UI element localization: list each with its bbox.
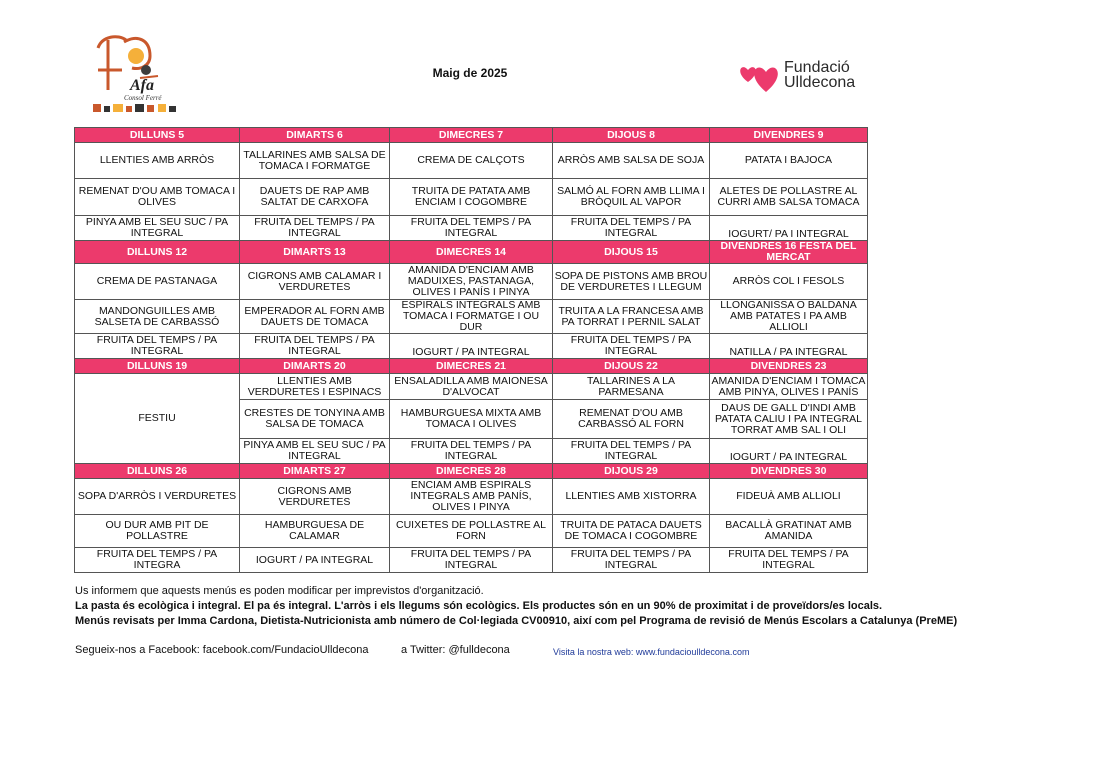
hearts-icon	[738, 60, 782, 94]
day-header: DILLUNS 12	[75, 241, 240, 264]
website-link[interactable]: Visita la nostra web: www.fundacioulldecona.com	[553, 647, 750, 657]
note-line: Us informem que aquests menús es poden modificar per imprevistos d'organització.	[75, 585, 484, 597]
week-1-dessert	[75, 216, 868, 241]
week-1-second-course	[75, 179, 868, 216]
festiu-cell: FESTIU	[75, 374, 240, 464]
menu-cell: SOPA DE PISTONS AMB BROU DE VERDURETES I LLEGUM	[553, 264, 710, 300]
menu-cell: FRUITA DEL TEMPS / PA INTEGRAL	[75, 334, 240, 359]
menu-cell: ARRÒS COL I FESOLS	[710, 264, 868, 300]
week-4-second-course	[75, 515, 868, 548]
menu-cell: CIGRONS AMB CALAMAR I VERDURETES	[240, 264, 390, 300]
menu-cell: HAMBURGUESA MIXTA AMB TOMACA I OLIVES	[390, 400, 553, 439]
menu-cell: LLENTIES AMB XISTORRA	[553, 479, 710, 515]
day-header: DIJOUS 8	[553, 128, 710, 143]
menu-cell: OU DUR AMB PIT DE POLLASTRE	[75, 515, 240, 548]
week-1-first-course	[75, 143, 868, 179]
menu-cell: CUIXETES DE POLLASTRE AL FORN	[390, 515, 553, 548]
menu-cell: CRESTES DE TONYINA AMB SALSA DE TOMACA	[240, 400, 390, 439]
menu-cell: SALMÓ AL FORN AMB LLIMA I BRÒQUIL AL VAPOR	[553, 179, 710, 216]
menu-cell: FRUITA DEL TEMPS / PA INTEGRAL	[553, 548, 710, 573]
day-header: DIJOUS 29	[553, 464, 710, 479]
menu-cell: FRUITA DEL TEMPS / PA INTEGRAL	[390, 439, 553, 464]
menu-cell: NATILLA / PA INTEGRAL	[710, 334, 868, 359]
menu-cell: DAUETS DE RAP AMB SALTAT DE CARXOFA	[240, 179, 390, 216]
menu-cell: FRUITA DEL TEMPS / PA INTEGRAL	[553, 334, 710, 359]
day-header: DIJOUS 15	[553, 241, 710, 264]
menu-cell: ALETES DE POLLASTRE AL CURRI AMB SALSA TOMACA	[710, 179, 868, 216]
menu-cell: FRUITA DEL TEMPS / PA INTEGRA	[75, 548, 240, 573]
week-3-header	[75, 359, 868, 374]
menu-cell: REMENAT D'OU AMB CARBASSÓ AL FORN	[553, 400, 710, 439]
day-header: DIVENDRES 16 FESTA DEL MERCAT	[710, 241, 868, 264]
notes-block	[75, 584, 957, 629]
day-header: DIMARTS 6	[240, 128, 390, 143]
day-header: DIVENDRES 9	[710, 128, 868, 143]
menu-cell: ARRÒS AMB SALSA DE SOJA	[553, 143, 710, 179]
menu-cell: BACALLÀ GRATINAT AMB AMANIDA	[710, 515, 868, 548]
menu-cell: EMPERADOR AL FORN AMB DAUETS DE TOMACA	[240, 300, 390, 334]
menu-cell: FRUITA DEL TEMPS / PA INTEGRAL	[240, 334, 390, 359]
week-1-header	[75, 128, 868, 143]
menu-cell: TRUITA A LA FRANCESA AMB PA TORRAT I PERNIL SALAT	[553, 300, 710, 334]
fundacio-name-line1: Fundació	[784, 59, 850, 76]
menu-cell: AMANIDA D'ENCIAM I TOMACA AMB PINYA, OLIVES I PANÍS	[710, 374, 868, 400]
menu-cell: ESPIRALS INTEGRALS AMB TOMACA I FORMATGE I OU DUR	[390, 300, 553, 334]
menu-cell: FRUITA DEL TEMPS / PA INTEGRAL	[553, 439, 710, 464]
menu-cell: ENCIAM AMB ESPIRALS INTEGRALS AMB PANÍS, OLIVES I PINYA	[390, 479, 553, 515]
day-header: DIMARTS 20	[240, 359, 390, 374]
day-header: DILLUNS 26	[75, 464, 240, 479]
week-4-first-course	[75, 479, 868, 515]
day-header: DIVENDRES 23	[710, 359, 868, 374]
menu-cell: MANDONGUILLES AMB SALSETA DE CARBASSÓ	[75, 300, 240, 334]
week-2-dessert	[75, 334, 868, 359]
day-header: DIMECRES 14	[390, 241, 553, 264]
menu-cell: AMANIDA D'ENCIAM AMB MADUIXES, PASTANAGA, OLIVES I PANÍS I PINYA	[390, 264, 553, 300]
fundacio-logo	[738, 60, 868, 96]
day-header: DIMARTS 27	[240, 464, 390, 479]
day-header: DIMECRES 7	[390, 128, 553, 143]
note-line-bold: Menús revisats per Imma Cardona, Dietista-Nutricionista amb número de Col·legiada CV00910, així com pel Programa de revisió de Menús Escolars a Catalunya (PreME)	[75, 615, 958, 627]
note-line-bold: La pasta és ecològica i integral. El pa és integral. L'arròs i els llegums són ecològics. Els productes són en un 90% de proximitat i de proveïdors/es locals.	[75, 600, 883, 612]
week-4-dessert	[75, 548, 868, 573]
menu-cell: ENSALADILLA AMB MAIONESA D'ALVOCAT	[390, 374, 553, 400]
menu-table	[74, 127, 868, 573]
twitter-link[interactable]: a Twitter: @fulldecona	[401, 644, 510, 656]
svg-text:Afa: Afa	[130, 77, 154, 94]
menu-cell: TRUITA DE PATATA AMB ENCIAM I COGOMBRE	[390, 179, 553, 216]
menu-cell: REMENAT D'OU AMB TOMACA I OLIVES	[75, 179, 240, 216]
week-4-header	[75, 464, 868, 479]
menu-cell: IOGURT/ PA I INTEGRAL	[710, 216, 868, 241]
menu-cell: LLENTIES AMB VERDURETES I ESPINACS	[240, 374, 390, 400]
menu-cell: CREMA DE PASTANAGA	[75, 264, 240, 300]
menu-cell: SOPA D'ARRÒS I VERDURETES	[75, 479, 240, 515]
menu-cell: PINYA AMB EL SEU SUC / PA INTEGRAL	[75, 216, 240, 241]
menu-cell: LLENTIES AMB ARRÒS	[75, 143, 240, 179]
menu-cell: FRUITA DEL TEMPS / PA INTEGRAL	[553, 216, 710, 241]
menu-cell: DAUS DE GALL D'INDI AMB PATATA CALIU I PA INTEGRAL TORRAT AMB SAL I OLI	[710, 400, 868, 439]
menu-cell: FRUITA DEL TEMPS / PA INTEGRAL	[390, 216, 553, 241]
menu-cell: TRUITA DE PATACA DAUETS DE TOMACA I COGOMBRE	[553, 515, 710, 548]
menu-cell: HAMBURGUESA DE CALAMAR	[240, 515, 390, 548]
day-header: DIVENDRES 30	[710, 464, 868, 479]
afa-logo	[88, 30, 188, 115]
social-links	[75, 644, 510, 656]
day-header: DIMECRES 28	[390, 464, 553, 479]
menu-cell: TALLARINES AMB SALSA DE TOMACA I FORMATGE	[240, 143, 390, 179]
week-2-header	[75, 241, 868, 264]
menu-cell: IOGURT / PA INTEGRAL	[240, 548, 390, 573]
menu-cell: CREMA DE CALÇOTS	[390, 143, 553, 179]
menu-cell: TALLARINES A LA PARMESANA	[553, 374, 710, 400]
svg-text:Consol Ferré: Consol Ferré	[124, 94, 162, 102]
menu-cell: LLONGANISSA O BALDANA AMB PATATES I PA AMB ALLIOLI	[710, 300, 868, 334]
day-header: DIJOUS 22	[553, 359, 710, 374]
page-title: Maig de 2025	[432, 66, 508, 80]
menu-cell: IOGURT / PA INTEGRAL	[710, 439, 868, 464]
day-header: DILLUNS 19	[75, 359, 240, 374]
day-header: DIMECRES 21	[390, 359, 553, 374]
menu-cell: IOGURT / PA INTEGRAL	[390, 334, 553, 359]
menu-cell: PATATA I BAJOCA	[710, 143, 868, 179]
menu-cell: FRUITA DEL TEMPS / PA INTEGRAL	[240, 216, 390, 241]
week-3-first-course	[75, 374, 868, 400]
fundacio-name-line2: Ulldecona	[784, 74, 856, 91]
menu-cell: FRUITA DEL TEMPS / PA INTEGRAL	[390, 548, 553, 573]
day-header: DILLUNS 5	[75, 128, 240, 143]
facebook-link[interactable]: Segueix-nos a Facebook: facebook.com/FundacioUlldecona	[75, 644, 369, 656]
week-2-second-course	[75, 300, 868, 334]
week-2-first-course	[75, 264, 868, 300]
menu-cell: FIDEUÀ AMB ALLIOLI	[710, 479, 868, 515]
menu-cell: CIGRONS AMB VERDURETES	[240, 479, 390, 515]
menu-cell: FRUITA DEL TEMPS / PA INTEGRAL	[710, 548, 868, 573]
menu-cell: PINYA AMB EL SEU SUC / PA INTEGRAL	[240, 439, 390, 464]
day-header: DIMARTS 13	[240, 241, 390, 264]
